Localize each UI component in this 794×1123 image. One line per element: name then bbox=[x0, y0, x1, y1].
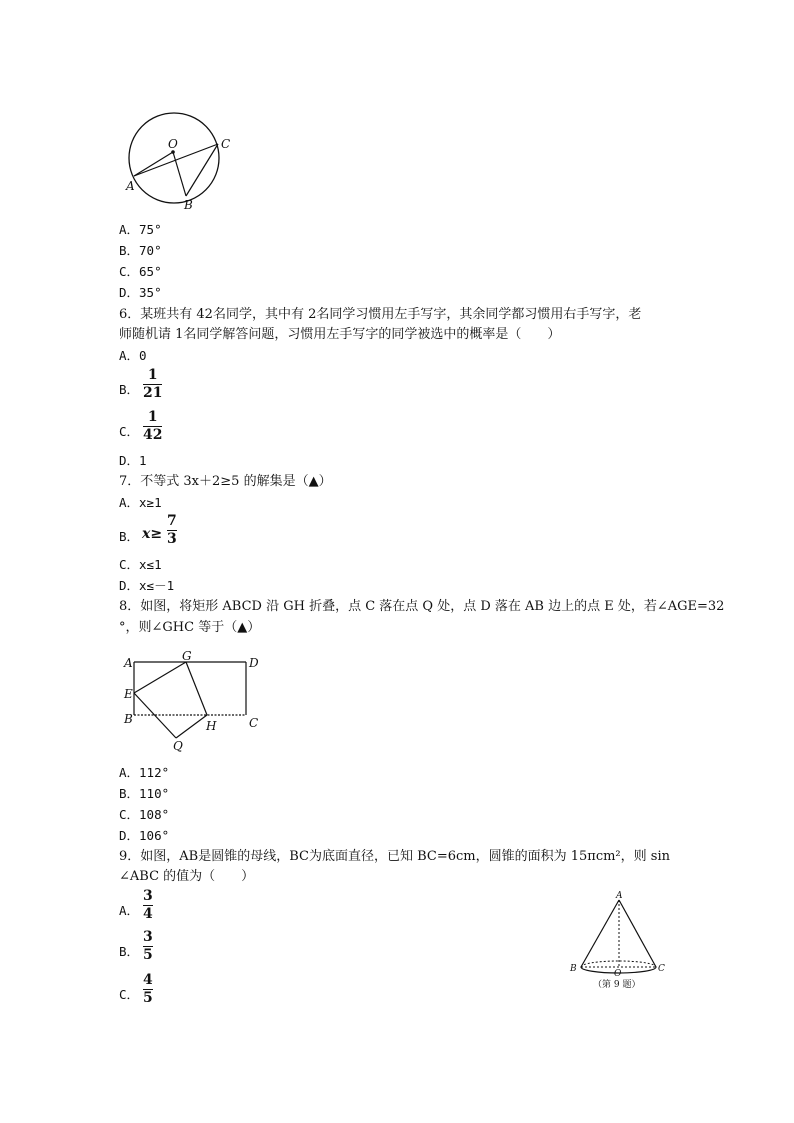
denominator: 3 bbox=[167, 531, 177, 547]
q6-option-c-label: C． bbox=[119, 424, 140, 439]
q6-stem-line2: 师随机请 1名同学解答问题，习惯用左手写字的同学被选中的概率是（ ） bbox=[119, 327, 561, 342]
label-B: B bbox=[124, 712, 133, 726]
q7-option-d: D．x≤－1 bbox=[119, 578, 175, 593]
denominator: 5 bbox=[143, 990, 153, 1006]
q8-stem-line2: °，则∠GHC 等于（▲） bbox=[119, 620, 261, 635]
label-B: B bbox=[184, 198, 193, 212]
q8-option-b: B．110° bbox=[119, 786, 170, 801]
label-B: B bbox=[570, 964, 577, 974]
numerator: 3 bbox=[143, 929, 153, 945]
label-E: E bbox=[124, 687, 133, 701]
q7-option-b-prefix: x≥ bbox=[142, 526, 163, 542]
circle-figure bbox=[118, 112, 248, 212]
q9-option-c-fraction bbox=[143, 973, 153, 1006]
label-A: A bbox=[126, 179, 135, 193]
label-O: O bbox=[168, 137, 178, 151]
q7-option-c: C．x≤1 bbox=[119, 557, 162, 572]
q9-option-b-label: B． bbox=[119, 944, 140, 959]
q6-option-c-fraction bbox=[143, 410, 162, 443]
numerator: 7 bbox=[167, 513, 177, 529]
rectangle-fold-figure bbox=[118, 650, 268, 755]
q8-option-a: A．112° bbox=[119, 765, 170, 780]
q6-option-b-label: B． bbox=[119, 382, 140, 397]
q9-stem-line1: 9．如图，AB是圆锥的母线，BC为底面直径，已知 BC=6cm，圆锥的面积为 15πcm²，则 sin bbox=[119, 849, 670, 864]
label-C: C bbox=[658, 964, 665, 974]
figure-caption: （第 9 题） bbox=[593, 980, 641, 990]
label-D: D bbox=[249, 656, 259, 670]
q5-option-b: B．70° bbox=[119, 243, 162, 258]
numerator: 1 bbox=[147, 367, 158, 383]
q9-stem-line2: ∠ABC 的值为（ ） bbox=[119, 869, 255, 884]
q7-option-a: A．x≥1 bbox=[119, 495, 162, 510]
label-A: A bbox=[124, 656, 133, 670]
label-G: G bbox=[182, 650, 192, 663]
q6-stem-line1: 6．某班共有 42名同学，其中有 2名同学习惯用左手写字，其余同学都习惯用右手写字，老 bbox=[119, 307, 642, 322]
numerator: 3 bbox=[143, 888, 153, 904]
denominator: 42 bbox=[143, 427, 163, 443]
q6-option-a: A．0 bbox=[119, 348, 147, 363]
q9-option-a-label: A． bbox=[119, 903, 140, 918]
q5-option-d: D．35° bbox=[119, 285, 162, 300]
q6-option-d: D．1 bbox=[119, 453, 147, 468]
q8-option-c: C．108° bbox=[119, 807, 170, 822]
q7-option-b-fraction bbox=[167, 514, 177, 547]
numerator: 4 bbox=[143, 972, 153, 988]
q9-option-b-fraction bbox=[143, 930, 153, 963]
q6-option-b-fraction bbox=[143, 368, 162, 401]
q7-stem: 7．不等式 3x＋2≥5 的解集是（▲） bbox=[119, 474, 332, 489]
denominator: 5 bbox=[143, 947, 153, 963]
q9-option-c-label: C． bbox=[119, 987, 140, 1002]
label-O: O bbox=[614, 969, 622, 979]
denominator: 4 bbox=[143, 906, 153, 922]
q5-option-a: A．75° bbox=[119, 222, 162, 237]
q7-option-b-label: B． bbox=[119, 529, 140, 544]
q8-stem-line1: 8．如图，将矩形 ABCD 沿 GH 折叠，点 C 落在点 Q 处，点 D 落在 AB 边上的点 E 处，若∠AGE=32 bbox=[119, 599, 725, 614]
cone-figure bbox=[566, 890, 671, 995]
numerator: 1 bbox=[147, 409, 158, 425]
label-Q: Q bbox=[173, 739, 183, 753]
q5-option-c: C．65° bbox=[119, 264, 162, 279]
q8-option-d: D．106° bbox=[119, 828, 170, 843]
label-C: C bbox=[249, 716, 259, 730]
label-H: H bbox=[206, 719, 217, 733]
label-C: C bbox=[221, 137, 231, 151]
label-A: A bbox=[616, 891, 623, 901]
denominator: 21 bbox=[143, 385, 163, 401]
q9-option-a-fraction bbox=[143, 889, 153, 922]
